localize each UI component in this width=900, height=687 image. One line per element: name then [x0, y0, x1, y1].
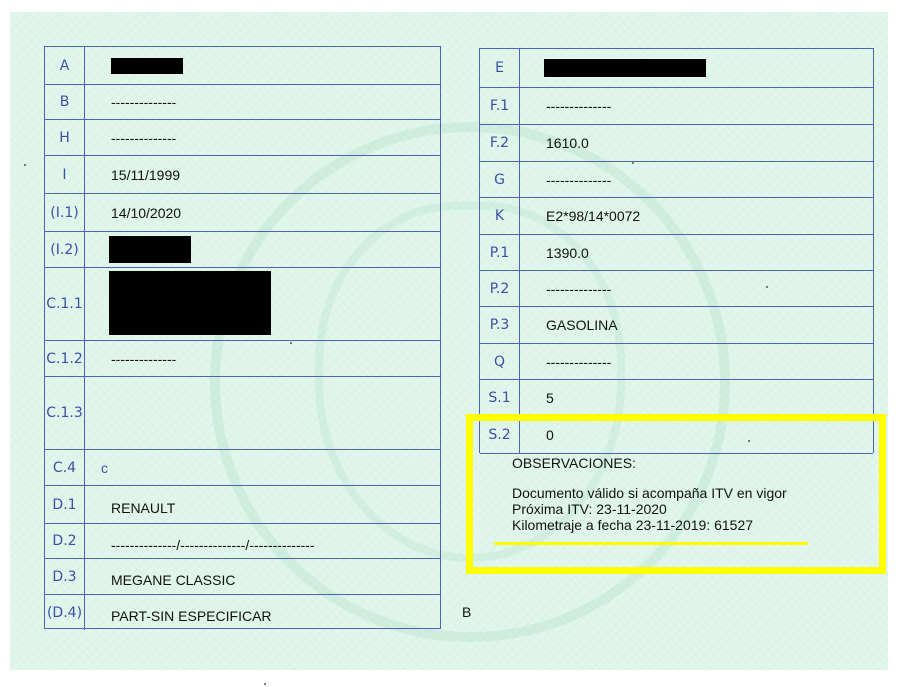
field-code: K [480, 198, 520, 234]
field-value [85, 47, 440, 84]
field-row-d4 [45, 594, 440, 630]
field-row-c11 [45, 267, 440, 340]
field-code: P.1 [480, 235, 520, 270]
redaction-bar [109, 271, 271, 335]
field-row-i [45, 155, 440, 193]
field-value: GASOLINA [546, 317, 618, 333]
paper-speck [24, 164, 26, 166]
field-value [85, 232, 440, 267]
left-field-table [44, 46, 441, 629]
field-code: I [45, 156, 85, 193]
field-value: 0 [546, 427, 554, 443]
field-value: MEGANE CLASSIC [111, 571, 236, 588]
field-code: D.3 [45, 559, 85, 594]
field-value: 1610.0 [546, 135, 589, 151]
field-value-text: c [101, 459, 108, 476]
field-value [85, 377, 440, 449]
field-row-d1 [45, 485, 440, 523]
field-code: S.1 [480, 380, 520, 416]
field-code: F.2 [480, 125, 520, 161]
field-row-c13 [45, 376, 440, 449]
paper-speck [632, 162, 634, 164]
field-code: C.1.1 [45, 268, 85, 340]
field-value: -------------- [546, 280, 612, 297]
field-row-b [45, 84, 440, 119]
paper-speck [290, 342, 292, 344]
redaction-bar [544, 59, 706, 77]
field-code: (I.1) [45, 194, 85, 231]
field-row-p1 [480, 234, 873, 270]
observations-line: Próxima ITV: 23-11-2020 [512, 501, 667, 517]
field-code: A [45, 47, 85, 84]
field-code: F.1 [480, 88, 520, 124]
field-value: --------------/--------------/-------------- [111, 537, 315, 553]
field-value [85, 268, 440, 340]
field-code: G [480, 162, 520, 197]
field-value: 5 [546, 390, 554, 406]
field-row-i1 [45, 193, 440, 231]
field-row-s1 [480, 379, 873, 416]
field-value: -------------- [546, 98, 612, 114]
field-value: -------------- [111, 350, 177, 367]
field-code: C.4 [45, 450, 85, 485]
field-code: (I.2) [45, 232, 85, 267]
field-code: E [480, 49, 520, 87]
field-code: P.3 [480, 307, 520, 343]
field-row-f2 [480, 124, 873, 161]
observations-line: Documento válido si acompaña ITV en vigor [512, 485, 787, 501]
field-code: P.2 [480, 271, 520, 306]
highlight-box [466, 414, 886, 574]
field-row-q [480, 343, 873, 379]
paper-speck [748, 440, 750, 442]
field-code: H [45, 120, 85, 155]
field-row-k [480, 197, 873, 234]
field-code: D.2 [45, 524, 85, 558]
field-row-p3 [480, 306, 873, 343]
observations-heading: OBSERVACIONES: [512, 455, 636, 471]
field-code: Q [480, 344, 520, 379]
footer-letter: B [462, 604, 472, 620]
field-row-d3 [45, 558, 440, 594]
right-field-table [479, 48, 874, 453]
field-row-d2 [45, 523, 440, 558]
field-value: -------------- [546, 171, 612, 188]
paper-speck [264, 683, 266, 685]
field-row-g [480, 161, 873, 197]
redaction-bar [109, 236, 191, 263]
field-value [85, 450, 440, 485]
field-value: 1390.0 [546, 244, 589, 261]
redaction-bar [111, 58, 183, 74]
field-row-a [45, 47, 440, 84]
field-code: S.2 [480, 417, 520, 453]
field-code: C.1.3 [45, 377, 85, 449]
field-code: C.1.2 [45, 341, 85, 376]
field-row-f1 [480, 87, 873, 124]
observations-line: Kilometraje a fecha 23-11-2019: 61527 [512, 517, 754, 533]
field-code: (D.4) [45, 595, 85, 630]
field-row-h [45, 119, 440, 155]
field-value: PART-SIN ESPECIFICAR [111, 607, 272, 624]
field-value: 15/11/1999 [111, 166, 181, 183]
field-value [520, 49, 873, 87]
highlight-underline [494, 542, 808, 545]
field-value: -------------- [546, 353, 612, 370]
field-row-c4 [45, 449, 440, 485]
field-code: D.1 [45, 486, 85, 523]
field-code: B [45, 85, 85, 119]
field-row-p2 [480, 270, 873, 306]
field-row-e [480, 49, 873, 87]
field-value: E2*98/14*0072 [546, 208, 641, 224]
field-value: 14/10/2020 [111, 204, 182, 221]
field-row-c12 [45, 340, 440, 376]
field-row-i2 [45, 231, 440, 267]
field-value: -------------- [111, 129, 177, 146]
field-value: -------------- [111, 94, 177, 110]
paper-speck [766, 286, 768, 288]
field-value: RENAULT [111, 499, 176, 516]
